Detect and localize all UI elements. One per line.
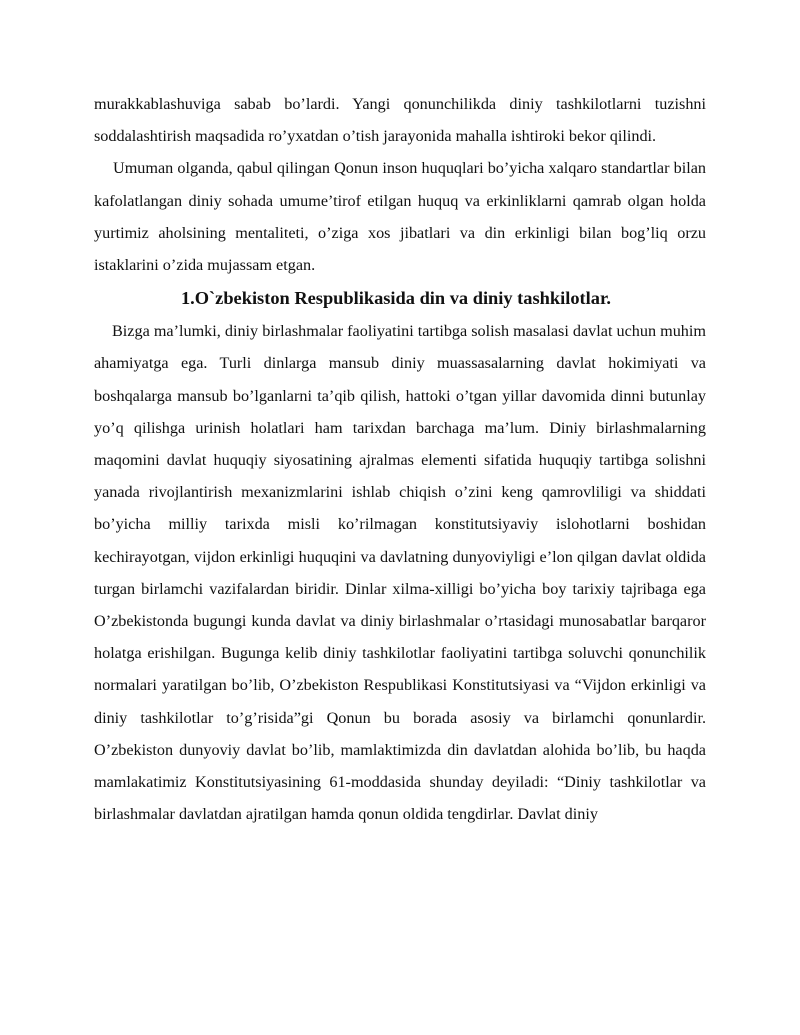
paragraph-1: murakkablashuviga sabab bo’lardi. Yangi qonunchilikda diniy tashkilotlarni tuzishni soddalashtirish maqsadida ro’yxatdan o’tish jarayonida mahalla ishtiroki bekor qilindi. bbox=[94, 95, 706, 146]
section-heading: 1.O`zbekiston Respublikasida din va diniy tashkilotlar. bbox=[180, 288, 612, 309]
paragraph-2: Umuman olganda, qabul qilingan Qonun inson huquqlari bo’yicha xalqaro standartlar bilan kafolatlangan diniy sohada umume’tirof etilgan huquq va erkinliklarni qamrab olgan holda yurtimiz aholsining mentaliteti, o’ziga xos jibatlari va din erkinligi bilan bog’liq orzu istaklarini o’zida mujassam etgan. bbox=[94, 159, 706, 275]
document-page bbox=[94, 88, 706, 830]
paragraph-3: Bizga ma’lumki, diniy birlashmalar faoliyatini tartibga solish masalasi davlat uchun muhim ahamiyatga ega. Turli dinlarga mansub diniy muassasalarning davlat hokimiyati va boshqalarga mansub bo’lganlarni ta’qib qilish, hattoki o’tgan yillar davomida dinni butunlay yo’q qilishga urinish holatlari ham tarixdan barchaga ma’lum. Diniy birlashmalarning maqomini davlat huquqiy siyosatining ajralmas elementi sifatida huquqiy tartibga solishni yanada rivojlantirish mexanizmlarini ishlab chiqish o’zini keng qamrovliligi va shiddati bo’yicha milliy tarixda misli ko’rilmagan konstitutsiyaviy islohotlarni boshidan kechirayotgan, vijdon erkinligi huquqini va davlatning dunyoviyligi e’lon qilgan davlat oldida turgan birlamchi vazifalardan biridir. Dinlar xilma-xilligi bo’yicha boy tarixiy tajribaga ega O’zbekistonda bugungi kunda davlat va diniy birlashmalar o’rtasidagi munosabatlar barqaror holatga erishilgan. Bugunga kelib diniy tashkilotlar faoliyatini tartibga soluvchi qonunchilik normalari yaratilgan bo’lib, O’zbekiston Respublikasi Konstitutsiyasi va “Vijdon erkinligi va diniy tashkilotlar to’g’risida”gi Qonun bu borada asosiy va birlamchi qonunlardir. O’zbekiston dunyoviy davlat bo’lib, mamlaktimizda din davlatdan alohida bo’lib, bu haqda mamlakatimiz Konstitutsiyasining 61-moddasida shunday deyiladi: “Diniy tashkilotlar va birlashmalar davlatdan ajratilgan hamda qonun oldida tengdirlar. Davlat diniy bbox=[94, 322, 706, 824]
